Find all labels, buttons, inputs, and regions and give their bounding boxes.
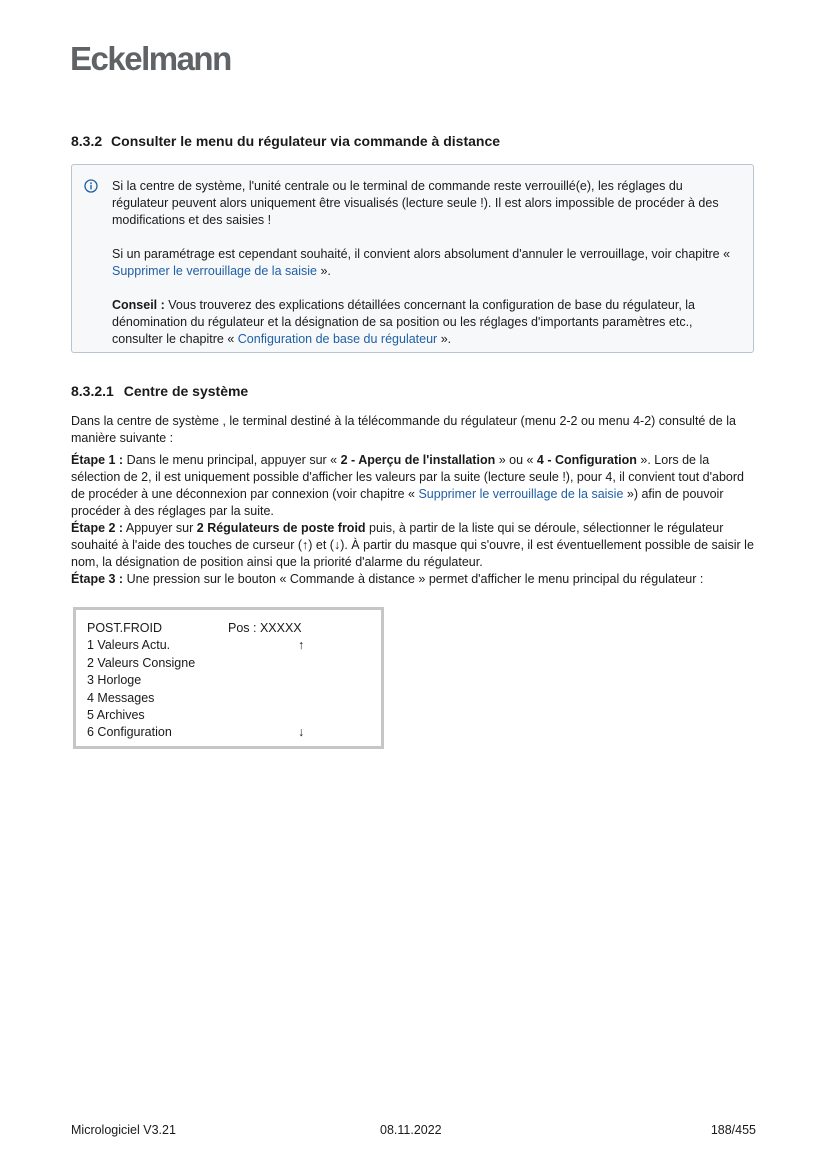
menu-item [87, 637, 305, 654]
menu-item [87, 672, 195, 689]
arrow-down-icon: ↓ [298, 725, 305, 740]
step-text: Appuyer sur [123, 521, 197, 535]
section-number: 8.3.2 [71, 133, 103, 149]
note-paragraph-3 [112, 297, 742, 348]
step-text: ») afin de pouvoir procéder à des réglages par la suite. [71, 487, 724, 518]
step-bold: 2 - Aperçu de l'installation [340, 453, 496, 467]
step-text: Dans le menu principal, appuyer sur « [123, 453, 341, 467]
company-logo: Eckelmann [70, 40, 231, 77]
footer-date: 08.11.2022 [380, 1123, 442, 1137]
note-bold-label: Conseil : [112, 298, 165, 312]
step-text: » ou « [495, 453, 537, 467]
footer-firmware-version: Micrologiciel V3.21 [71, 1123, 176, 1137]
step-text: puis, à partir de la liste qui se déroule, sélectionner le régulateur souhaité à l'aide des touches de curseur (↑) et (↓). À partir du masque qui s'ouvre, il est éventuellement possible de saisir le nom, la désignation de position ainsi que la priorité d'alarme du régulateur. [71, 521, 754, 569]
menu-item-label: 3 Horloge [87, 673, 142, 688]
terminal-position: Pos : XXXXX [228, 621, 302, 635]
terminal-header-row [87, 620, 302, 637]
terminal-title: POST.FROID [87, 621, 163, 635]
link-configuration-base[interactable]: Configuration de base du régulateur [237, 332, 438, 346]
subsection-number: 8.3.2.1 [71, 383, 114, 399]
terminal-screen [73, 607, 384, 749]
subsection-title: Centre de système [123, 383, 249, 399]
menu-item [87, 707, 195, 724]
section-title: Consulter le menu du régulateur via commande à distance [111, 133, 501, 149]
note-text: Si un paramétrage est cependant souhaité, il convient alors absolument d'annuler le verrouillage, voir chapitre « [112, 247, 731, 261]
menu-item-label: 4 Messages [87, 690, 155, 705]
step-text: Une pression sur le bouton « Commande à distance » permet d'afficher le menu principal du régulateur : [123, 572, 704, 586]
link-supprimer-verrouillage-step1[interactable]: Supprimer le verrouillage de la saisie [418, 487, 624, 501]
step-text: ». Lors de la sélection de 2, il est uniquement possible d'afficher les valeurs par la suite (lecture seule !), pour 4, il convient tout d'abord de procéder à une déconnexion par connexion (voir chapitre « [71, 453, 744, 501]
note-paragraph-2 [112, 246, 742, 280]
menu-item-label: 6 Configuration [87, 725, 172, 740]
link-supprimer-verrouillage[interactable]: Supprimer le verrouillage de la saisie [112, 264, 317, 278]
arrow-up-icon: ↑ [298, 638, 305, 653]
menu-item-label: 5 Archives [87, 707, 145, 722]
menu-item [87, 690, 195, 707]
step-label: Étape 2 : [71, 521, 124, 535]
note-text: ». [437, 332, 452, 346]
menu-item-label: 2 Valeurs Consigne [87, 655, 196, 670]
steps [71, 452, 761, 588]
step-bold: 2 Régulateurs de poste froid [196, 521, 366, 535]
intro-paragraph [71, 413, 761, 447]
step-label: Étape 1 : [71, 453, 124, 467]
footer-page-number: 188/455 [710, 1123, 756, 1137]
info-note-box [71, 164, 754, 353]
step-3 [71, 571, 761, 588]
note-paragraph-1: Si la centre de système, l'unité centrale ou le terminal de commande reste verrouillé(e), les réglages du régulateur peuvent alors uniquement être visualisés (lecture seule !). Il est alors impossible de procéder à des modifications et des saisies ! [112, 179, 719, 227]
info-icon [84, 179, 98, 193]
menu-item [87, 655, 195, 672]
subsection-heading [71, 383, 248, 399]
menu-item-label: 1 Valeurs Actu. [87, 638, 171, 653]
step-bold: 4 - Configuration [536, 453, 637, 467]
intro-text: Dans la centre de système , le terminal destiné à la télécommande du régulateur (menu 2-2 ou menu 4-2) consulté de la manière suivante : [71, 414, 736, 445]
step-label: Étape 3 : [71, 572, 124, 586]
menu-item [87, 724, 305, 741]
step-2 [71, 520, 761, 571]
note-text: ». [316, 264, 331, 278]
note-text: Vous trouverez des explications détaillées concernant la configuration de base du régulateur, la dénomination du régulateur et la désignation de sa position ou les réglages d'importants paramètres etc., consulter le chapitre « [112, 298, 695, 346]
section-heading [71, 133, 500, 149]
step-1 [71, 452, 761, 520]
